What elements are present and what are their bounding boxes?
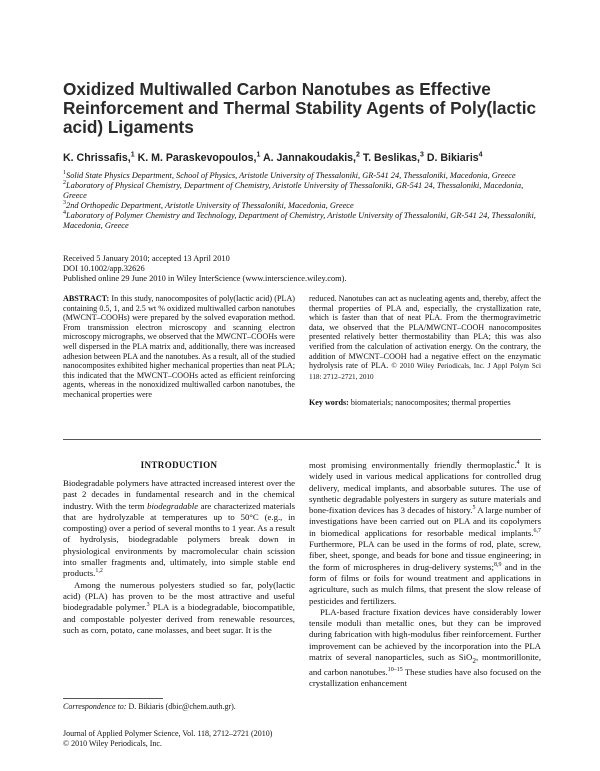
paper-title: Oxidized Multiwalled Carbon Nanotubes as Effective Reinforcement and Thermal Stability Agents of Poly(lactic acid) Ligaments — [63, 79, 537, 137]
journal-citation: Journal of Applied Polymer Science, Vol. 118, 2712–2721 (2010) — [63, 729, 273, 738]
author-affiliation-mark: 2 — [356, 151, 360, 159]
affiliation: $^4$Laboratory of Polymer Chemistry and Technology, Department of Chemistry, Aristotle University of Thessaloniki, GR-541 24, Thessaloniki, Macedonia, Greece — [63, 210, 536, 231]
footnote-label: Correspondence to: — [63, 702, 127, 711]
correspondence-footnote — [63, 702, 236, 711]
paragraph: PLA-based fracture fixation devices have considerably lower tensile moduli than metallic ones, but they can be improved during fabrication with high-modulus fiber reinforcement. Further improvement can be achieved by the incorporation into the PLA matrix of several nanoparticles, such as SiO$_2$, montmorillonite, and carbon nanotubes.$^{10-15}$ These studies have also focused on the crystallization enhancement — [309, 606, 542, 689]
author-affiliation-mark: 1 — [130, 151, 135, 159]
citation: 4 — [516, 460, 520, 467]
affiliation: $^3$2nd Orthopedic Department, Aristotle University of Thessaloniki, Macedonia, Greece — [63, 200, 354, 211]
citation: 3 — [146, 602, 150, 609]
paragraph: most promising environmentally friendly thermoplastic.$^4$ It is widely used in various medical applications for controlled drug delivery, medical implants, and absorbable sutures. The use of synthetic degradable polyesters in surgery as suture materials and bone-fixation devices has 3 decades of history.$^5$ A large number of investigations have been carried out on PLA and its copolymers in biomedical applications for resorbable medical implants.$^{6,7}$ Furthermore, PLA can be used in the forms of rod, plate, screw, fiber, sheet, sponge, and beads for bone and tissue engineering; in the form of microspheres in drug-delivery systems;$^{8,9}$ and in the form of films or foils for wound treatment and applications in agriculture, such as mulch films, that present the slow release of pesticides and fertilizers. — [309, 460, 541, 606]
received-date: Received 5 January 2010; accepted 13 April 2010 — [63, 254, 230, 263]
citation: 6,7 — [533, 527, 541, 534]
keywords — [309, 398, 541, 408]
paragraph: Biodegradable polymers have attracted increased interest over the past 2 decades in fundamental research and in the chemical industry. With the term biodegradable are characterized materials that are hydrolyzable at temperatures up to 50°C (e.g., in composting) over a period of several months to 1 year. As a result of hydrolysis, biodegradable polymers break down in physiological environments by macromolecular chain scission into smaller fragments and, ultimately, into simple stable end products.$^{1,2}$ — [63, 478, 296, 579]
citation: 8,9 — [493, 561, 502, 568]
abstract-divider — [63, 439, 541, 440]
author-name: K. Chrissafis, — [63, 152, 131, 164]
keywords-label: Key words: — [309, 398, 349, 407]
publication-dates — [63, 254, 347, 285]
abstract-right — [309, 294, 541, 382]
abstract-copyright: © 2010 Wiley Periodicals, Inc. J Appl Polym Sci 118: 2712–2721, 2010 — [309, 362, 541, 381]
journal-info — [63, 729, 272, 749]
author-name: K. M. Paraskevopoulos, — [137, 152, 257, 164]
doi: DOI 10.1002/app.32626 — [63, 264, 145, 274]
author-affiliation-mark: 3 — [419, 151, 424, 159]
affiliation: $^1$Solid State Physics Department, School of Physics, Aristotle University of Thessaloniki, GR-541 24, Thessaloniki, Macedonia, Greece — [63, 170, 516, 180]
author-name: T. Beslikas, — [362, 152, 420, 164]
body-column-left — [63, 478, 295, 636]
abstract-left — [63, 294, 295, 400]
footnote-text: D. Bikiaris (dbic@chem.auth.gr). — [128, 702, 236, 711]
citation: 1,2 — [95, 568, 103, 575]
author-affiliation-mark: 4 — [478, 151, 483, 159]
body-column-right — [309, 460, 541, 690]
author-name: D. Bikiaris — [426, 152, 479, 164]
citation: 5 — [472, 505, 476, 512]
footnote-divider — [63, 698, 163, 699]
abstract-label: ABSTRACT: — [63, 294, 110, 303]
section-heading: INTRODUCTION — [140, 460, 218, 470]
affiliation: $^2$Laboratory of Physical Chemistry, Department of Chemistry, Aristotle University of Thessaloniki, GR-541 24, Thessaloniki, Macedonia, Greece — [63, 180, 524, 201]
abstract-text: In this study, nanocomposites of poly(lactic acid) (PLA) containing 0.5, 1, and 2.5 wt % oxidized multiwalled carbon nanotubes (MWCNT–COOHs) were prepared by the solved evaporation method. From transmission electron microscopy and scanning electron microscopy micrographs, we observed that the MWCNT–COOHs were well dispersed in the PLA matrix and, additionally, there was increased adhesion between PLA and the nanotubes. As a result, all of the studied nanocomposites exhibited higher mechanical properties than neat PLA; this indicated that the MWCNT–COOHs acted as efficient reinforcing agents, whereas in the nonoxidized multiwalled carbon nanotubes, the mechanical properties were — [63, 294, 295, 399]
author-affiliation-mark: 1 — [256, 151, 261, 159]
published-date: Published online 29 June 2010 in Wiley InterScience (www.interscience.wiley.com). — [63, 274, 347, 284]
abstract-text-continued: reduced. Nanotubes can act as nucleating agents and, thereby, affect the thermal properties of PLA and, especially, the crystallization rate, which is faster than that of neat PLA. From the thermogravimetric data, we observed that the PLA/MWCNT–COOH nanocomposites presented relatively better thermostability than PLA; this was also verified from the calculation of activation energy. On the contrary, the addition of MWCNT–COOH had a negative effect on the enzymatic hydrolysis rate of PLA. — [309, 294, 541, 371]
journal-copyright: © 2010 Wiley Periodicals, Inc. — [63, 739, 162, 748]
author-name: A. Jannakoudakis, — [262, 152, 356, 164]
affiliation-list — [63, 171, 543, 232]
author-list — [63, 152, 563, 164]
paragraph: Among the numerous polyesters studied so far, poly(lactic acid) (PLA) has proven to be the most attractive and useful biodegradable polymer.$^3$ PLA is a biodegradable, biocompatible, and compostable polyester derived from renewable resources, such as corn, potato, cane molasses, and beet sugar. It is the — [63, 579, 295, 635]
citation: 10–15 — [387, 667, 403, 674]
keywords-text: biomaterials; nanocomposites; thermal properties — [350, 398, 511, 407]
